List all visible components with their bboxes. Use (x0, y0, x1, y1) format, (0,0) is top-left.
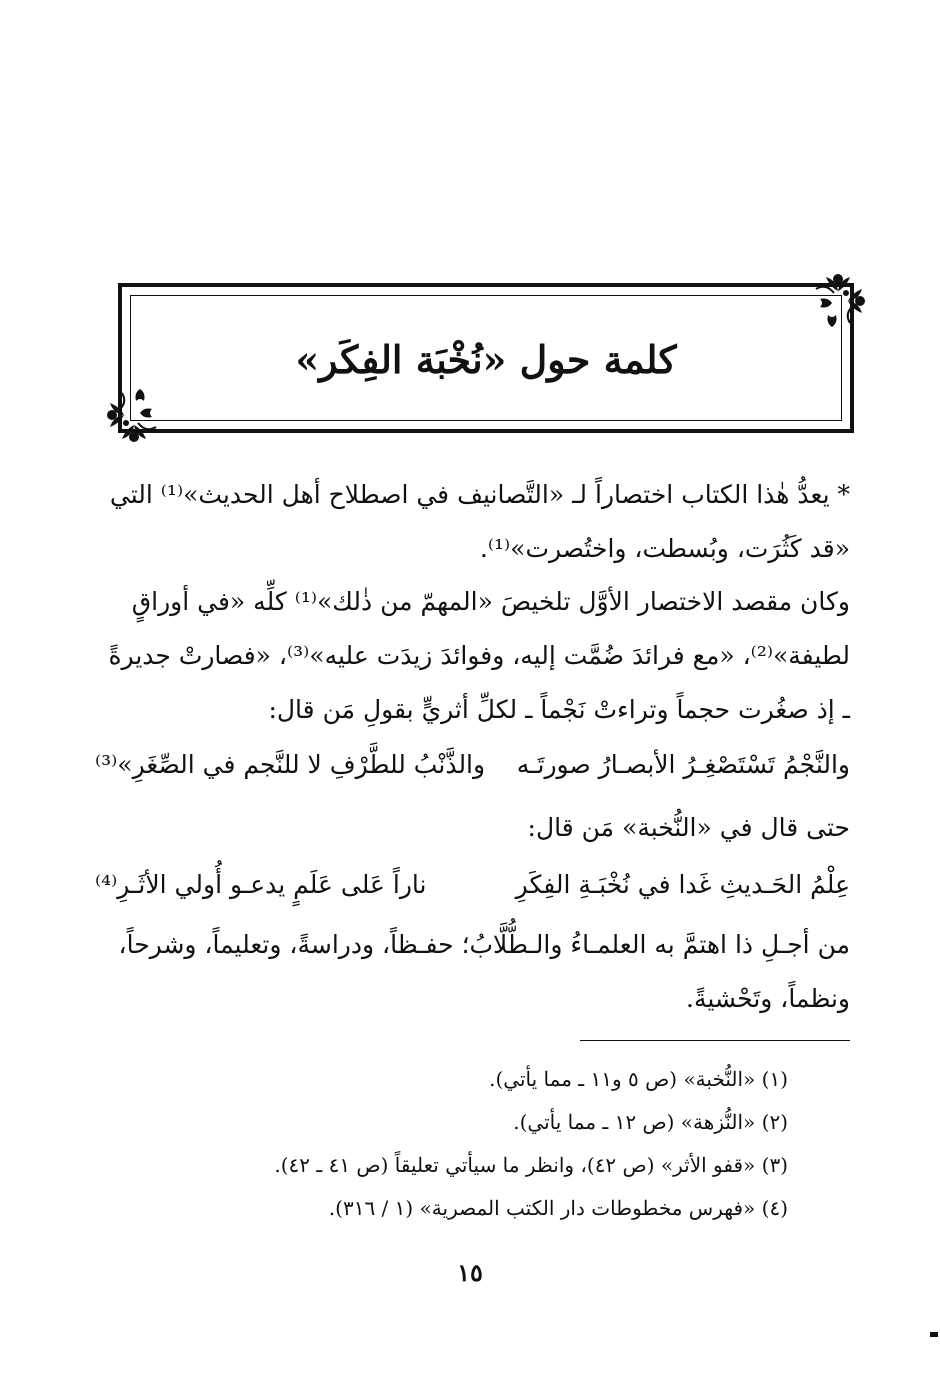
verse-second-hemistich: ناراً عَلى عَلَمٍ يدعـو أُولي الأثَـرِ⁽⁴⁾ (95, 870, 427, 899)
title-frame (118, 283, 854, 433)
footnote-item: (٣) «قفو الأثر» (ص ٤٢)، وانظر ما سيأتي تعليقاً (ص ٤١ ـ ٤٢). (274, 1153, 788, 1177)
footnote-item: (٤) «فهرس مخطوطات دار الكتب المصرية» (١ / ٣١٦). (328, 1196, 788, 1220)
footnote-item: (٢) «النُّزهة» (ص ١٢ ـ مما يأتي). (513, 1110, 788, 1134)
paragraph-purpose: وكان مقصد الاختصار الأوَّل تلخيصَ «المهمّ من ذٰلك»⁽¹⁾ كلِّه «في أوراقٍ لطيفة»⁽²⁾، «مع فرائدَ ضُمَّت إليه، وفوائدَ زيدَت عليه»⁽³⁾، «فصارتْ جديرةً ـ إذ صغُرت حجماً وتراءتْ نَجْماً ـ لكلِّ أثريٍّ بقولِ مَن قال: (108, 587, 850, 724)
scan-edge-mark (930, 1332, 938, 1337)
poetry-verse (95, 858, 850, 912)
poetry-verse (95, 738, 850, 792)
floral-ornament-icon (806, 269, 870, 333)
verse-first-hemistich: والنَّجْمُ تَسْتَصْغِـرُ الأبصـارُ صورتَـه (516, 750, 850, 779)
chapter-title: كلمة حول «نُخْبَة الفِكَر» (295, 337, 677, 382)
paragraph-intro: * يعدُّ هٰذا الكتاب اختصاراً لـ «التَّصانيف في اصطلاح أهل الحديث»⁽¹⁾ التي «قد كَثُرَت، وبُسطت، واختُصرت»⁽¹⁾. (109, 480, 850, 563)
paragraph-conclusion: من أجـلِ ذا اهتمَّ به العلمـاءُ والـطُّلَّابُ؛ حفـظاً، ودراسةً، وتعليماً، وشرحاً، ونظماً، وتَحْشيةً. (118, 930, 850, 1013)
footnote-divider (580, 1040, 850, 1041)
floral-ornament-icon (102, 383, 166, 447)
footnotes (95, 1058, 788, 1230)
paragraph-transition: حتى قال في «النُّخبة» مَن قال: (527, 813, 850, 842)
verse-first-hemistich: عِلْمُ الحَـديثِ غَدا في نُخْبَـةِ الفِكَرِ (515, 870, 850, 899)
page-number: ١٥ (457, 1258, 483, 1287)
verse-second-hemistich: والذَّنْبُ للطَّرْفِ لا للنَّجم في الصِّغَرِ»⁽³⁾ (95, 750, 486, 779)
footnote-item: (١) «النُّخبة» (ص ٥ و١١ ـ مما يأتي). (489, 1067, 788, 1091)
